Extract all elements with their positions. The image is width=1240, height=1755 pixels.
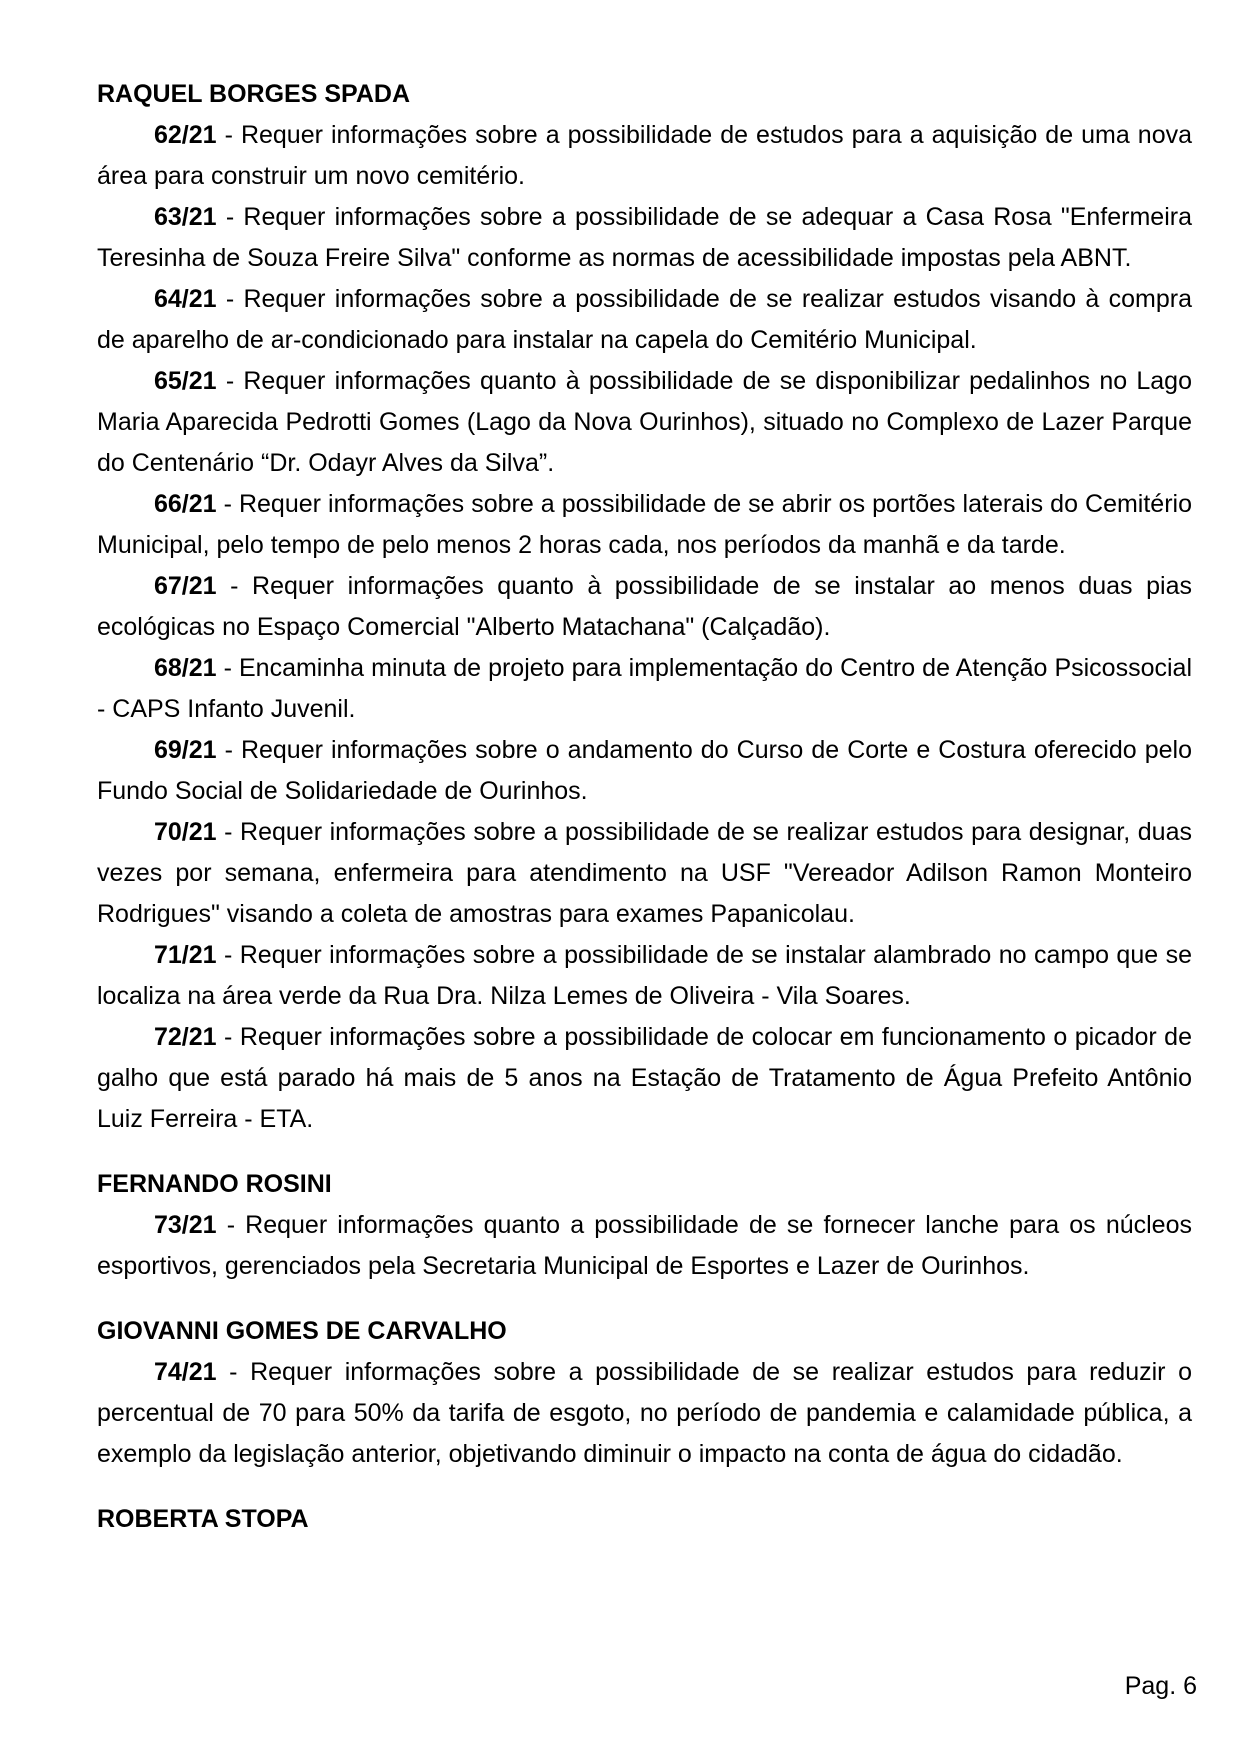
item-number: 74/21 — [154, 1358, 217, 1386]
item-text: - Requer informações quanto a possibilidade de se fornecer lanche para os núcleos esportivos, gerenciados pela Secretaria Municipal de Esportes e Lazer de Ourinhos. — [97, 1211, 1192, 1280]
item-text: - Requer informações sobre a possibilidade de se realizar estudos para reduzir o percentual de 70 para 50% da tarifa de esgoto, no período de pandemia e calamidade pública, a exemplo da legislação anterior, objetivando diminuir o impacto na conta de água do cidadão. — [97, 1358, 1192, 1468]
request-item — [97, 648, 1192, 730]
request-item — [97, 197, 1192, 279]
item-number: 64/21 — [154, 285, 217, 313]
request-item — [97, 935, 1192, 1017]
author-heading: FERNANDO ROSINI — [97, 1170, 332, 1198]
item-number: 73/21 — [154, 1211, 217, 1239]
item-number: 66/21 — [154, 490, 217, 518]
page-number: Pag. 6 — [1124, 1672, 1197, 1700]
item-number: 62/21 — [154, 121, 217, 149]
author-heading: GIOVANNI GOMES DE CARVALHO — [97, 1317, 507, 1345]
author-heading: RAQUEL BORGES SPADA — [97, 80, 411, 108]
item-text: - Requer informações sobre a possibilidade de se realizar estudos visando à compra de aparelho de ar-condicionado para instalar na capela do Cemitério Municipal. — [97, 285, 1192, 354]
author-heading: ROBERTA STOPA — [97, 1505, 309, 1533]
item-text: - Requer informações sobre a possibilidade de estudos para a aquisição de uma nova área para construir um novo cemitério. — [97, 121, 1192, 190]
request-item — [97, 361, 1192, 484]
item-number: 63/21 — [154, 203, 217, 231]
item-text: - Requer informações sobre a possibilidade de se realizar estudos para designar, duas vezes por semana, enfermeira para atendimento na USF "Vereador Adilson Ramon Monteiro Rodrigues" visando a coleta de amostras para exames Papanicolau. — [97, 818, 1192, 928]
item-text: - Requer informações quanto à possibilidade de se instalar ao menos duas pias ecológicas no Espaço Comercial "Alberto Matachana" (Calçadão). — [97, 572, 1192, 641]
item-text: - Requer informações sobre a possibilidade de se adequar a Casa Rosa "Enfermeira Teresinha de Souza Freire Silva" conforme as normas de acessibilidade impostas pela ABNT. — [97, 203, 1192, 272]
item-number: 67/21 — [154, 572, 217, 600]
item-number: 68/21 — [154, 654, 217, 682]
request-item — [97, 1017, 1192, 1140]
request-item — [97, 1352, 1192, 1475]
item-number: 69/21 — [154, 736, 217, 764]
item-text: - Requer informações sobre a possibilidade de se instalar alambrado no campo que se localiza na área verde da Rua Dra. Nilza Lemes de Oliveira - Vila Soares. — [97, 941, 1192, 1010]
request-item — [97, 115, 1192, 197]
item-number: 71/21 — [154, 941, 217, 969]
request-item — [97, 730, 1192, 812]
item-text: - Encaminha minuta de projeto para implementação do Centro de Atenção Psicossocial - CAPS Infanto Juvenil. — [97, 654, 1192, 723]
request-item — [97, 812, 1192, 935]
item-text: - Requer informações sobre a possibilidade de se abrir os portões laterais do Cemitério Municipal, pelo tempo de pelo menos 2 horas cada, nos períodos da manhã e da tarde. — [97, 490, 1192, 559]
item-number: 70/21 — [154, 818, 217, 846]
item-text: - Requer informações sobre a possibilidade de colocar em funcionamento o picador de galho que está parado há mais de 5 anos na Estação de Tratamento de Água Prefeito Antônio Luiz Ferreira - ETA. — [97, 1023, 1192, 1133]
item-text: - Requer informações quanto à possibilidade de se disponibilizar pedalinhos no Lago Maria Aparecida Pedrotti Gomes (Lago da Nova Ourinhos), situado no Complexo de Lazer Parque do Centenário “Dr. Odayr Alves da Silva”. — [97, 367, 1192, 477]
request-item — [97, 279, 1192, 361]
request-item — [97, 484, 1192, 566]
item-text: - Requer informações sobre o andamento do Curso de Corte e Costura oferecido pelo Fundo Social de Solidariedade de Ourinhos. — [97, 736, 1192, 805]
request-item — [97, 566, 1192, 648]
item-number: 65/21 — [154, 367, 217, 395]
item-number: 72/21 — [154, 1023, 217, 1051]
request-item — [97, 1205, 1192, 1287]
